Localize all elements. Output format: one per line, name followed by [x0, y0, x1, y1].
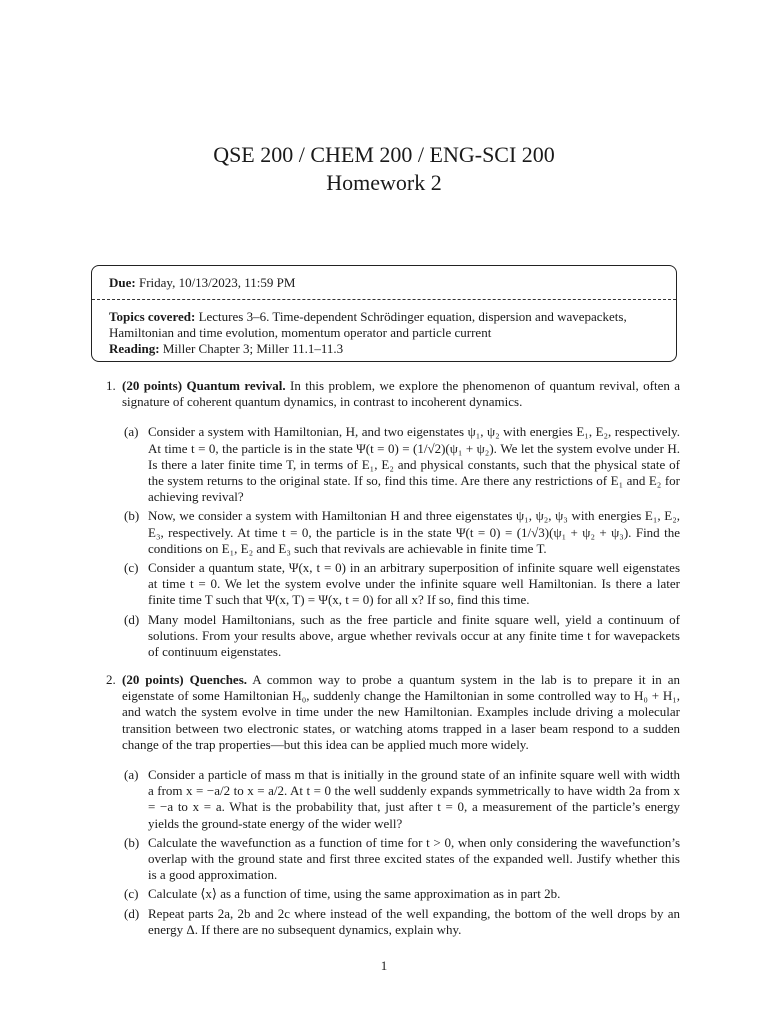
part-text: Many model Hamiltonians, such as the free particle and finite square well, yield a continuum of solutions. From your results above, argue whether revivals occur at any finite time t for wavepackets of continuum eigenstates.: [148, 611, 680, 660]
problem-number: 2.: [106, 672, 116, 687]
problem-part: [122, 560, 680, 609]
problem-intro: [122, 378, 680, 410]
problem-part: [122, 424, 680, 505]
part-label: (a): [124, 767, 139, 783]
info-box: [91, 265, 677, 362]
problem-2: [106, 672, 680, 941]
part-label: (a): [124, 424, 139, 440]
part-text: Calculate the wavefunction as a function of time for t > 0, when only considering the wavefunction’s overlap with the ground state and first three excited states of the expanded well. Justify whether this is a good approximation.: [148, 834, 680, 883]
problem-points: (20 points): [122, 378, 183, 393]
dashed-divider: [92, 299, 676, 300]
problem-part: [122, 906, 680, 938]
document-title: [0, 141, 768, 197]
reading-label: Reading:: [109, 341, 160, 356]
part-text: Consider a system with Hamiltonian, H, and two eigenstates ψ₁, ψ₂ with energies E₁, E₂, respectively. At time t = 0, the particle is in the state Ψ(t = 0) = (1/√2)(ψ₁ + ψ₂). We let the system evolve under H. Is there a later finite time T, in terms of E₁, E₂ and physical constants, such that the physical state of the system returns to the original state. If so, find this time. Are there any restrictions of E₁ and E₂ for achieving revival?: [148, 424, 680, 505]
problem-number: 1.: [106, 378, 116, 393]
part-text: Repeat parts 2a, 2b and 2c where instead of the well expanding, the bottom of the well drops by an energy Δ. If there are no subsequent dynamics, explain why.: [148, 905, 680, 937]
homework-title: Homework 2: [326, 170, 442, 195]
problem-part: [122, 767, 680, 832]
problem-1: [106, 378, 680, 663]
problem-intro-text: In this problem, we explore the phenomenon of quantum revival, often a signature of coherent quantum dynamics, in contrast to incoherent dynamics.: [122, 378, 681, 410]
due-line: [109, 275, 295, 291]
due-value: Friday, 10/13/2023, 11:59 PM: [138, 275, 296, 290]
part-text: Consider a quantum state, Ψ(x, t = 0) in an arbitrary superposition of infinite square well eigenstates at time t = 0. We let the system evolve under the infinite square well Hamiltonian. Is there a later finite time T such that Ψ(x, T) = Ψ(x, t = 0) for all x? If so, find this time.: [148, 560, 680, 608]
part-text: Calculate ⟨x⟩ as a function of time, using the same approximation as in part 2b.: [148, 886, 561, 902]
reading-value: Miller Chapter 3; Miller 11.1–11.3: [162, 341, 344, 356]
problem-title: Quenches.: [189, 672, 247, 687]
problem-intro: [122, 672, 680, 753]
topics-label: Topics covered:: [109, 309, 196, 324]
part-label: (b): [124, 508, 140, 524]
part-text: Consider a particle of mass m that is initially in the ground state of an infinite square well with width a from x = −a/2 to x = a/2. At t = 0 the well suddenly expands symmetrically to have width 2a from x = −a to x = a. What is the probability that, just after t = 0, a measurement of the particle’s energy yields the ground-state energy of the wider well?: [148, 767, 680, 831]
part-label: (d): [124, 611, 140, 627]
page-number: 1: [380, 958, 388, 973]
part-label: (c): [124, 886, 139, 902]
problem-points: (20 points): [122, 672, 184, 687]
part-label: (d): [124, 905, 140, 921]
problem-intro-text: A common way to probe a quantum system in the lab is to prepare it in an eigenstate of some Hamiltonian H₀, suddenly change the Hamiltonian in some controlled way to H₀ + H₁, and watch the system evolve in time under the new Hamiltonian. Examples include driving a molecular transition between two electronic states, or watching atoms trapped in a laser beam respond to a sudden change of the trap properties—but this idea can be applied much more widely.: [122, 672, 680, 752]
part-label: (c): [124, 560, 139, 576]
topics-value: Lectures 3–6. Time-dependent Schrödinger equation, dispersion and wavepackets, Hamiltonian and time evolution, momentum operator and particle current: [109, 309, 627, 340]
due-label: Due:: [109, 275, 136, 290]
problem-part: [122, 508, 680, 557]
part-label: (b): [124, 834, 140, 850]
part-text: Now, we consider a system with Hamiltonian H and three eigenstates ψ₁, ψ₂, ψ₃ with energies E₁, E₂, E₃, respectively. At time t = 0, the particle is in the state Ψ(t = 0) = (1/√3)(ψ₁ + ψ₂ + ψ₃). Find the conditions on E₁, E₂ and E₃ such that revivals are achievable in finite time T.: [148, 508, 680, 556]
problem-part: [122, 886, 680, 902]
problem-parts: [122, 424, 680, 660]
problem-part: [122, 835, 680, 884]
problem-title: Quantum revival.: [186, 378, 286, 393]
problem-part: [122, 612, 680, 661]
topics-block: [109, 309, 662, 357]
reading-line: [109, 341, 662, 357]
topics-line: [109, 309, 662, 341]
course-title: QSE 200 / CHEM 200 / ENG-SCI 200: [213, 142, 555, 167]
problem-parts: [122, 767, 680, 938]
